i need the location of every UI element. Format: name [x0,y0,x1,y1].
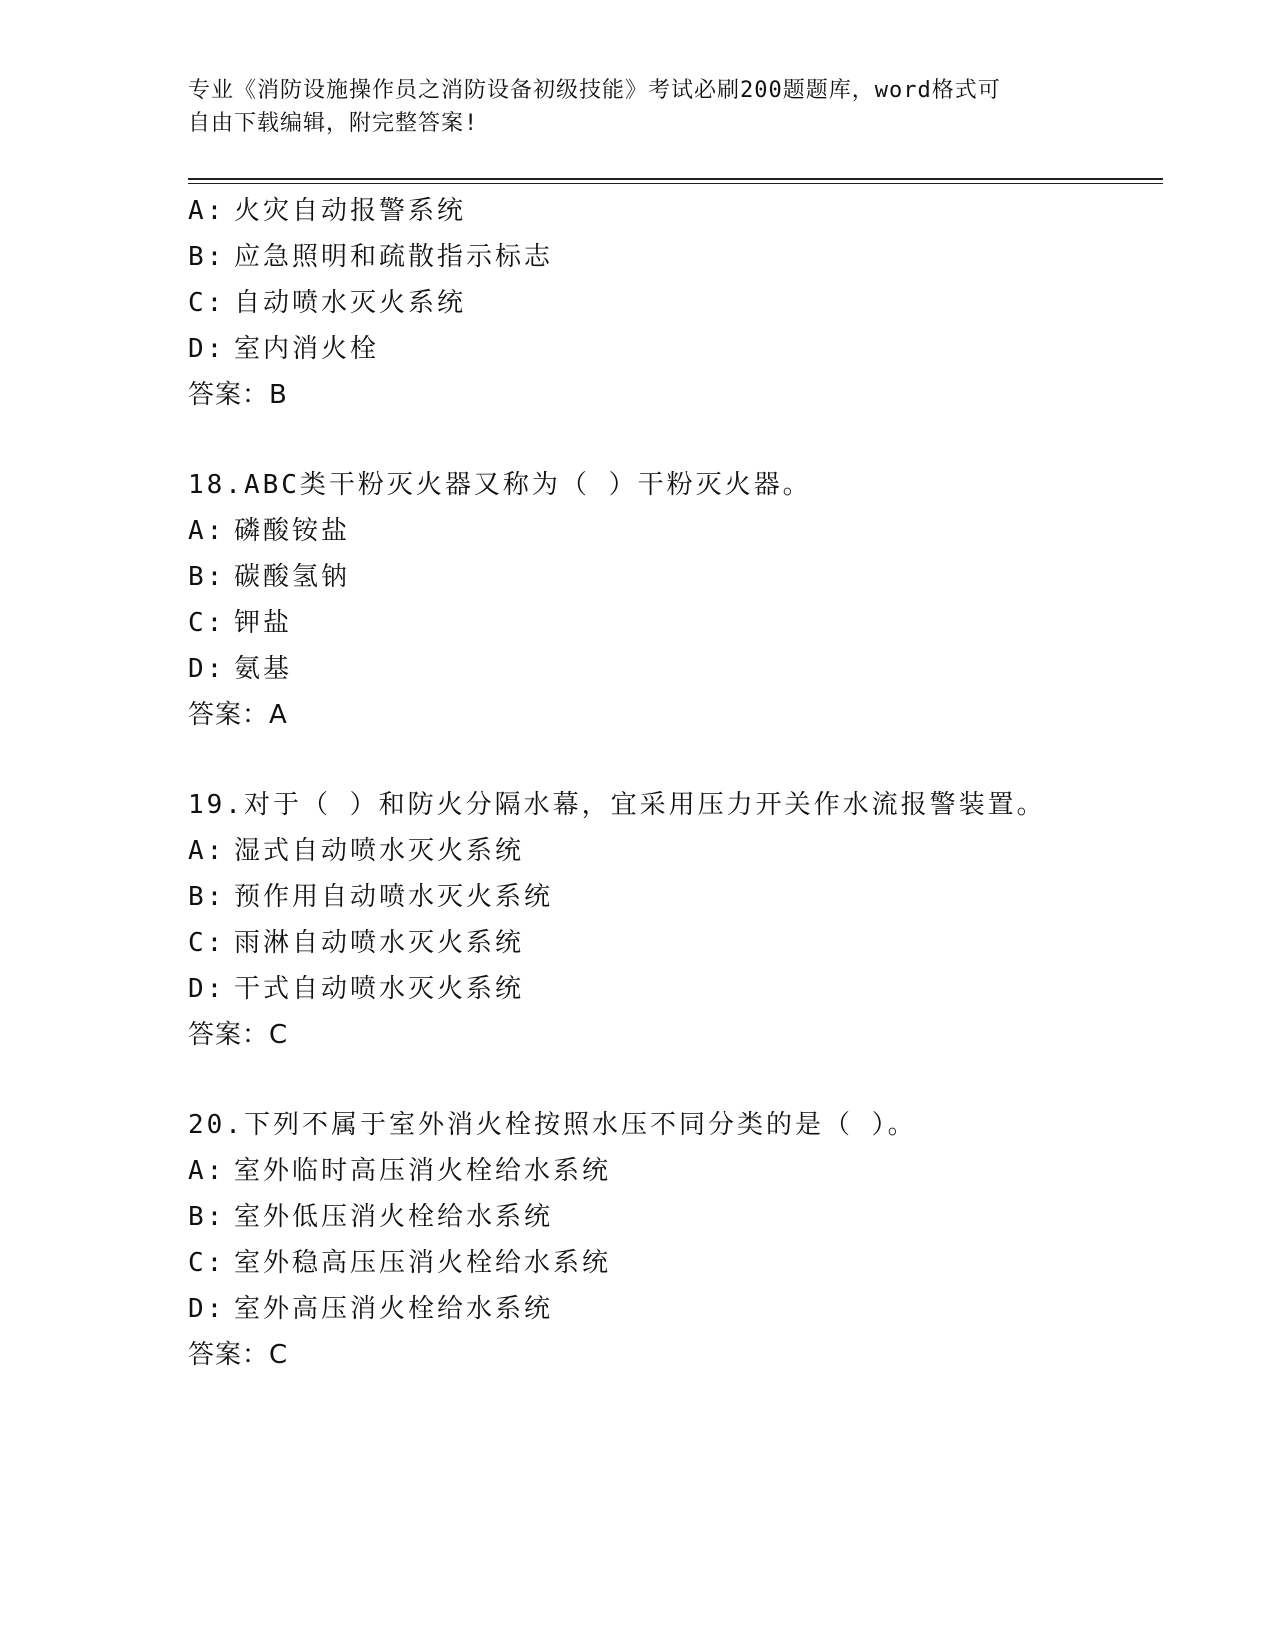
option-key: D: [188,334,226,364]
option-a [188,1148,1148,1194]
option-d [188,1286,1148,1332]
option-key: A: [188,836,226,866]
option-a [188,188,1148,234]
answer-line: 答案：C [188,1340,289,1370]
header-line-1: 专业《消防设施操作员之消防设备初级技能》考试必刷200题题库，word格式可 [188,78,1001,103]
header-line-2: 自由下载编辑，附完整答案! [188,111,479,136]
option-text: 预作用自动喷水灭火系统 [234,882,554,912]
option-d [188,966,1148,1012]
question-18 [188,462,1148,738]
option-b [188,1194,1148,1240]
option-text: 室外高压消火栓给水系统 [234,1294,554,1324]
option-key: C: [188,1248,226,1278]
option-key: C: [188,608,226,638]
option-text: 磷酸铵盐 [234,516,351,546]
option-c [188,1240,1148,1286]
option-text: 室外稳高压压消火栓给水系统 [234,1248,612,1278]
answer-line: 答案：B [188,380,288,410]
option-text: 应急照明和疏散指示标志 [234,242,554,272]
option-key: A: [188,516,226,546]
question-content [188,188,1148,1378]
option-b [188,554,1148,600]
option-c [188,920,1148,966]
option-key: B: [188,562,226,592]
option-key: B: [188,1202,226,1232]
answer-line: 答案：C [188,1020,289,1050]
question-20 [188,1102,1148,1378]
option-text: 室外临时高压消火栓给水系统 [234,1156,612,1186]
question-stem: 18.ABC类干粉灭火器又称为（ ）干粉灭火器。 [188,470,812,500]
option-text: 钾盐 [234,608,293,638]
option-key: B: [188,882,226,912]
question-stem: 19.对于（ ）和防火分隔水幕，宜采用压力开关作水流报警装置。 [188,790,1046,820]
option-key: A: [188,1156,226,1186]
spacer [188,738,1148,782]
option-text: 碳酸氢钠 [234,562,351,592]
question-19 [188,782,1148,1058]
spacer [188,418,1148,462]
option-text: 干式自动喷水灭火系统 [234,974,525,1004]
question-stem: 20.下列不属于室外消火栓按照水压不同分类的是（ ）。 [188,1110,917,1140]
option-key: C: [188,288,226,318]
option-d [188,326,1148,372]
option-key: D: [188,974,226,1004]
option-a [188,508,1148,554]
option-text: 雨淋自动喷水灭火系统 [234,928,525,958]
option-key: D: [188,654,226,684]
option-key: D: [188,1294,226,1324]
option-key: A: [188,196,226,226]
option-a [188,828,1148,874]
option-key: B: [188,242,226,272]
option-b [188,234,1148,280]
option-text: 室内消火栓 [234,334,380,364]
option-b [188,874,1148,920]
question-17-continued [188,188,1148,418]
option-d [188,646,1148,692]
option-text: 氨基 [234,654,293,684]
option-text: 火灾自动报警系统 [234,196,467,226]
answer-line: 答案：A [188,700,288,730]
option-text: 室外低压消火栓给水系统 [234,1202,554,1232]
header-divider-thick [188,178,1163,180]
header-divider-thin [188,183,1163,184]
document-header [188,74,1088,140]
option-text: 湿式自动喷水灭火系统 [234,836,525,866]
option-c [188,280,1148,326]
option-key: C: [188,928,226,958]
option-text: 自动喷水灭火系统 [234,288,467,318]
option-c [188,600,1148,646]
spacer [188,1058,1148,1102]
